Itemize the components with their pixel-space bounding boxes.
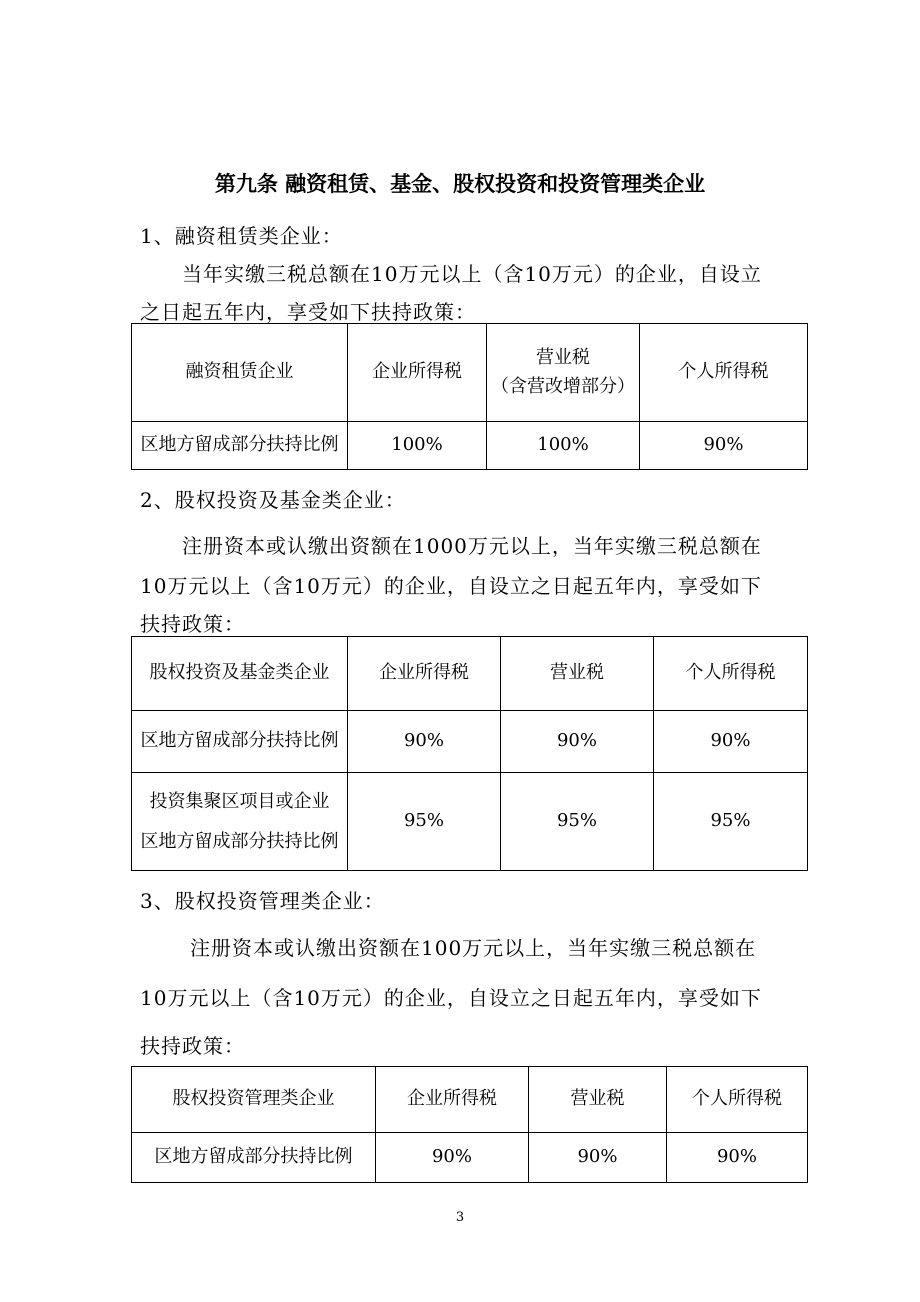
header-cell: 融资租赁企业 [132, 324, 348, 422]
header-cell: 股权投资管理类企业 [132, 1067, 376, 1133]
table-row [132, 711, 808, 773]
row-label-cell: 区地方留成部分扶持比例 [132, 711, 348, 773]
header-cell: 企业所得税 [348, 324, 487, 422]
section-2-para-line-1: 注册资本或认缴出资额在1000万元以上，当年实缴三税总额在 [182, 534, 762, 558]
section-3-heading: 3、股权投资管理类企业： [140, 889, 385, 913]
header-cell: 企业所得税 [376, 1067, 529, 1133]
table-row [132, 324, 808, 422]
section-3-para-line-2: 10万元以上（含10万元）的企业，自设立之日起五年内，享受如下 [140, 986, 762, 1010]
page-number: 3 [455, 1210, 465, 1225]
row-label-cell [132, 773, 348, 871]
value-cell: 90% [667, 1133, 808, 1183]
header-cell: 营业税 [501, 637, 654, 711]
value-cell: 95% [654, 773, 808, 871]
value-cell: 95% [501, 773, 654, 871]
section-3-para-line-3: 扶持政策： [140, 1034, 245, 1058]
header-cell: 股权投资及基金类企业 [132, 637, 348, 711]
table-row [132, 1133, 808, 1183]
row-label-line: 区地方留成部分扶持比例 [140, 830, 339, 852]
section-1-para-line-2: 之日起五年内，享受如下扶持政策： [140, 300, 476, 324]
section-2-heading: 2、股权投资及基金类企业： [140, 488, 406, 512]
value-cell: 90% [501, 711, 654, 773]
header-cell-line: （含营改增部分） [491, 375, 635, 397]
value-cell: 100% [487, 422, 640, 470]
section-3-para-line-1: 注册资本或认缴出资额在100万元以上，当年实缴三税总额在 [190, 936, 757, 960]
header-cell: 营业税 [529, 1067, 667, 1133]
value-cell: 95% [348, 773, 501, 871]
section-2-para-line-2: 10万元以上（含10万元）的企业，自设立之日起五年内，享受如下 [140, 574, 762, 598]
row-label-cell: 区地方留成部分扶持比例 [132, 1133, 376, 1183]
header-cell: 个人所得税 [654, 637, 808, 711]
header-cell: 个人所得税 [667, 1067, 808, 1133]
table-row [132, 1067, 808, 1133]
header-cell-line: 营业税 [536, 346, 590, 368]
table-row [132, 637, 808, 711]
table-equity-fund [131, 636, 808, 871]
header-cell: 个人所得税 [640, 324, 808, 422]
table-financial-leasing [131, 323, 808, 470]
value-cell: 100% [348, 422, 487, 470]
table-row [132, 773, 808, 871]
header-cell [487, 324, 640, 422]
table-equity-management [131, 1066, 808, 1183]
value-cell: 90% [348, 711, 501, 773]
row-label-cell: 区地方留成部分扶持比例 [132, 422, 348, 470]
page-title: 第九条 融资租赁、基金、股权投资和投资管理类企业 [214, 172, 706, 196]
table-row [132, 422, 808, 470]
row-label-line: 投资集聚区项目或企业 [149, 790, 330, 812]
section-1-para-line-1: 当年实缴三税总额在10万元以上（含10万元）的企业，自设立 [182, 262, 762, 286]
header-cell: 企业所得税 [348, 637, 501, 711]
section-1-heading: 1、融资租赁类企业： [140, 224, 343, 248]
value-cell: 90% [654, 711, 808, 773]
section-2-para-line-3: 扶持政策： [140, 612, 245, 636]
value-cell: 90% [640, 422, 808, 470]
value-cell: 90% [376, 1133, 529, 1183]
value-cell: 90% [529, 1133, 667, 1183]
